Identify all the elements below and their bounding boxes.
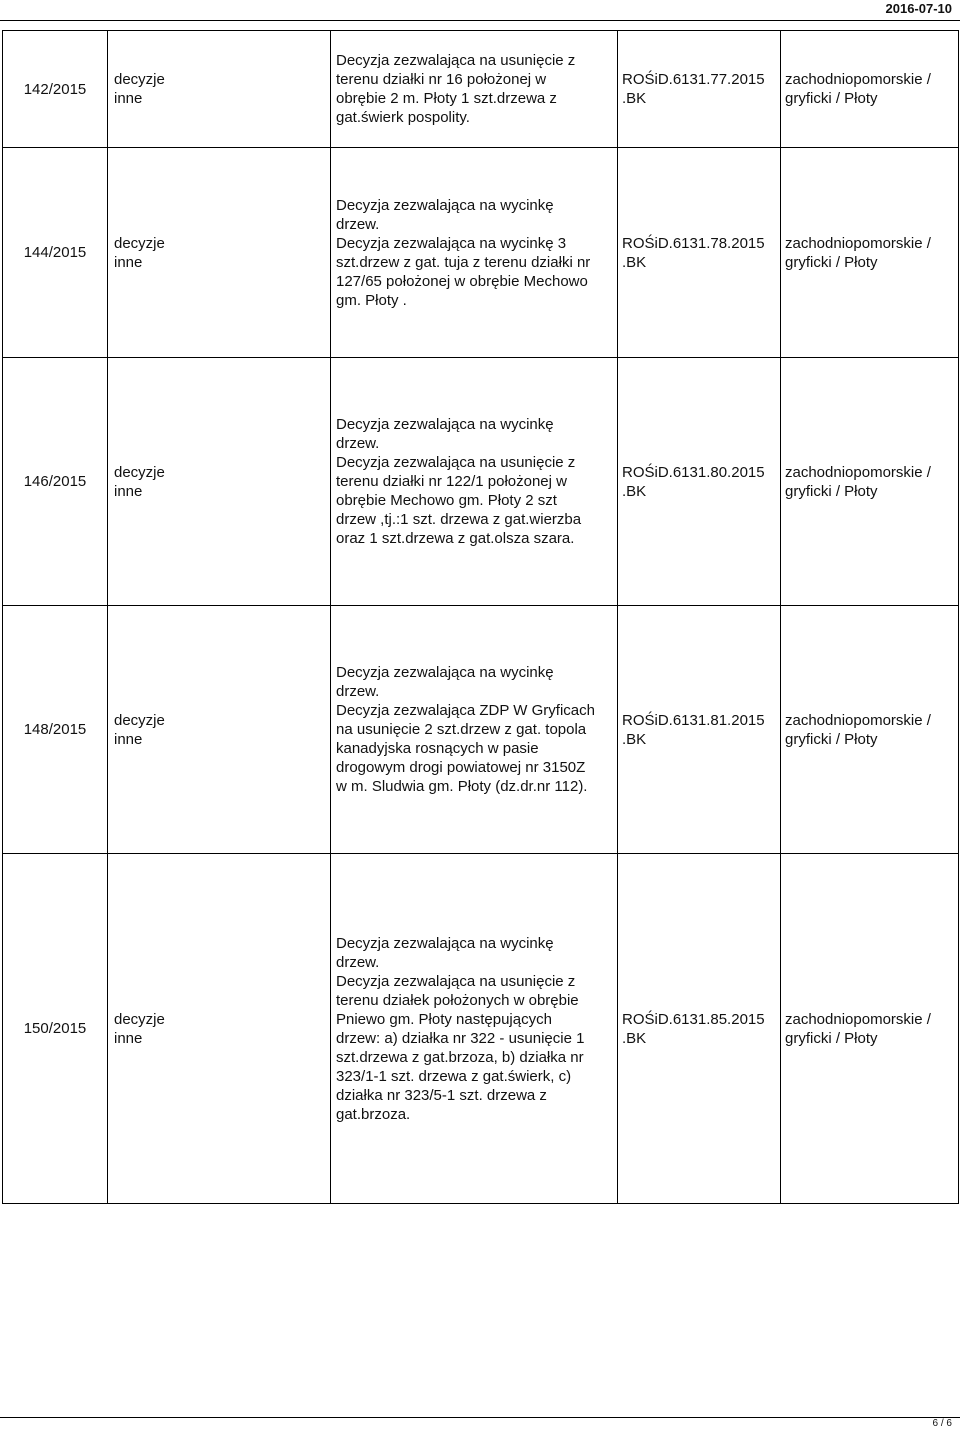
decision-number: 148/2015 (3, 606, 108, 854)
footer-divider (0, 1417, 960, 1418)
decision-number: 150/2015 (3, 854, 108, 1204)
decision-number: 146/2015 (3, 358, 108, 606)
decision-number: 144/2015 (3, 148, 108, 358)
decision-description: Decyzja zezwalająca na wycinkę drzew. Decyzja zezwalająca na usunięcie z terenu działki nr 122/1 położonej w obrębie Mechowo gm. Płoty 2 szt drzew ,tj.:1 szt. drzewa z gat.wierzba oraz 1 szt.drzewa z gat.olsza szara. (331, 358, 618, 606)
decision-location: zachodniopomorskie / gryficki / Płoty (781, 854, 959, 1204)
table-row (3, 31, 959, 148)
decision-type: decyzje inne (108, 31, 331, 148)
decision-signature: ROŚiD.6131.78.2015 .BK (618, 148, 781, 358)
decisions-table (2, 30, 959, 1204)
decision-description: Decyzja zezwalająca na wycinkę drzew. Decyzja zezwalająca na wycinkę 3 szt.drzew z gat. tuja z terenu działki nr 127/65 położonej w obrębie Mechowo gm. Płoty . (331, 148, 618, 358)
decision-description: Decyzja zezwalająca na usunięcie z terenu działki nr 16 położonej w obrębie 2 m. Płoty 1 szt.drzewa z gat.świerk pospolity. (331, 31, 618, 148)
decision-location: zachodniopomorskie / gryficki / Płoty (781, 148, 959, 358)
table-row (3, 606, 959, 854)
decision-signature: ROŚiD.6131.80.2015 .BK (618, 358, 781, 606)
decision-type: decyzje inne (108, 148, 331, 358)
decision-type: decyzje inne (108, 606, 331, 854)
header-date: 2016-07-10 (885, 1, 952, 16)
table-row (3, 148, 959, 358)
decision-type: decyzje inne (108, 854, 331, 1204)
decision-description: Decyzja zezwalająca na wycinkę drzew. Decyzja zezwalająca ZDP W Gryficach na usunięcie 2 szt.drzew z gat. topola kanadyjska rosnących w pasie drogowym drogi powiatowej nr 3150Z w m. Sludwia gm. Płoty (dz.dr.nr 112). (331, 606, 618, 854)
decision-type: decyzje inne (108, 358, 331, 606)
decision-number: 142/2015 (3, 31, 108, 148)
decision-signature: ROŚiD.6131.77.2015 .BK (618, 31, 781, 148)
decision-description: Decyzja zezwalająca na wycinkę drzew. Decyzja zezwalająca na usunięcie z terenu działek położonych w obrębie Pniewo gm. Płoty następujących drzew: a) działka nr 322 - usunięcie 1 szt.drzewa z gat.brzoza, b) działka nr 323/1-1 szt. drzewa z gat.świerk, c) działka nr 323/5-1 szt. drzewa z gat.brzoza. (331, 854, 618, 1204)
table-row (3, 854, 959, 1204)
table-row (3, 358, 959, 606)
decision-location: zachodniopomorskie / gryficki / Płoty (781, 606, 959, 854)
header-divider (0, 20, 960, 21)
decision-location: zachodniopomorskie / gryficki / Płoty (781, 358, 959, 606)
page-number: 6 / 6 (932, 1418, 952, 1429)
decision-location: zachodniopomorskie / gryficki / Płoty (781, 31, 959, 148)
decision-signature: ROŚiD.6131.81.2015 .BK (618, 606, 781, 854)
decision-signature: ROŚiD.6131.85.2015 .BK (618, 854, 781, 1204)
